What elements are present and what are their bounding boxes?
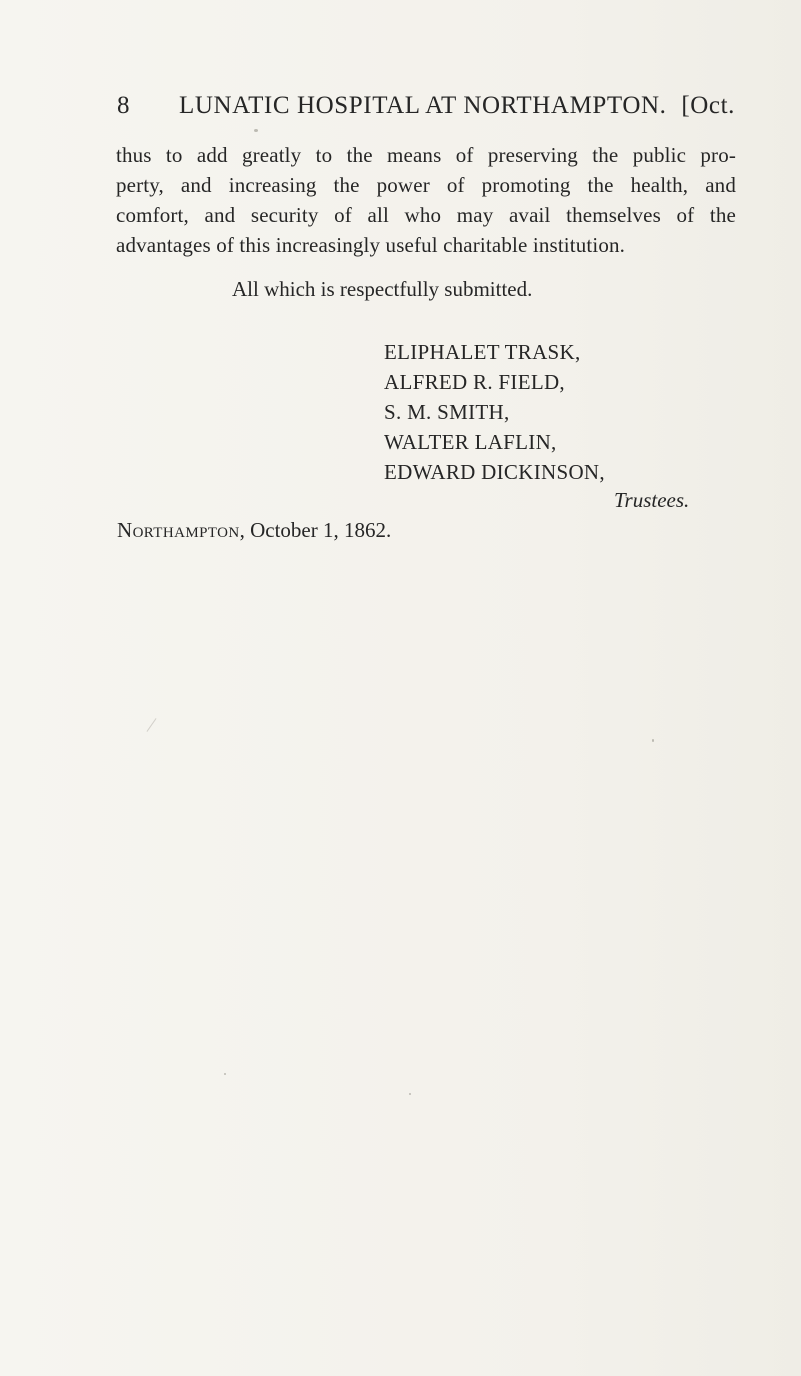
page-number: 8 <box>117 92 131 119</box>
signatory-name: ELIPHALET TRASK, <box>384 340 581 364</box>
signatory-name: WALTER LAFLIN, <box>384 430 557 454</box>
running-month: [Oct. <box>681 92 735 119</box>
paper-speck <box>652 739 654 742</box>
paper-speck <box>409 1093 411 1095</box>
paragraph-line: advantages of this increasingly useful charitable institution. <box>116 233 626 257</box>
paper-speck <box>224 1073 226 1075</box>
running-title: LUNATIC HOSPITAL AT NORTHAMPTON. <box>179 92 667 119</box>
paper-speck <box>254 129 258 132</box>
body-paragraph <box>116 140 736 260</box>
dateline <box>117 518 391 543</box>
paragraph-line: thus to add greatly to the means of preserving the public pro- <box>116 143 736 167</box>
signatory-list <box>384 337 605 487</box>
signatory-role: Trustees. <box>614 488 690 512</box>
signatory-name: EDWARD DICKINSON, <box>384 460 605 484</box>
signatory-name: S. M. SMITH, <box>384 400 510 424</box>
paper-mark <box>147 718 157 732</box>
page-header <box>117 92 735 132</box>
dateline-place: Northampton <box>117 518 240 542</box>
signatory-name: ALFRED R. FIELD, <box>384 370 565 394</box>
closing-statement: All which is respectfully submitted. <box>232 277 533 301</box>
paragraph-line: comfort, and security of all who may avail themselves of the <box>116 203 736 227</box>
paragraph-line: perty, and increasing the power of promoting the health, and <box>116 173 736 197</box>
dateline-date: , October 1, 1862. <box>239 518 392 542</box>
